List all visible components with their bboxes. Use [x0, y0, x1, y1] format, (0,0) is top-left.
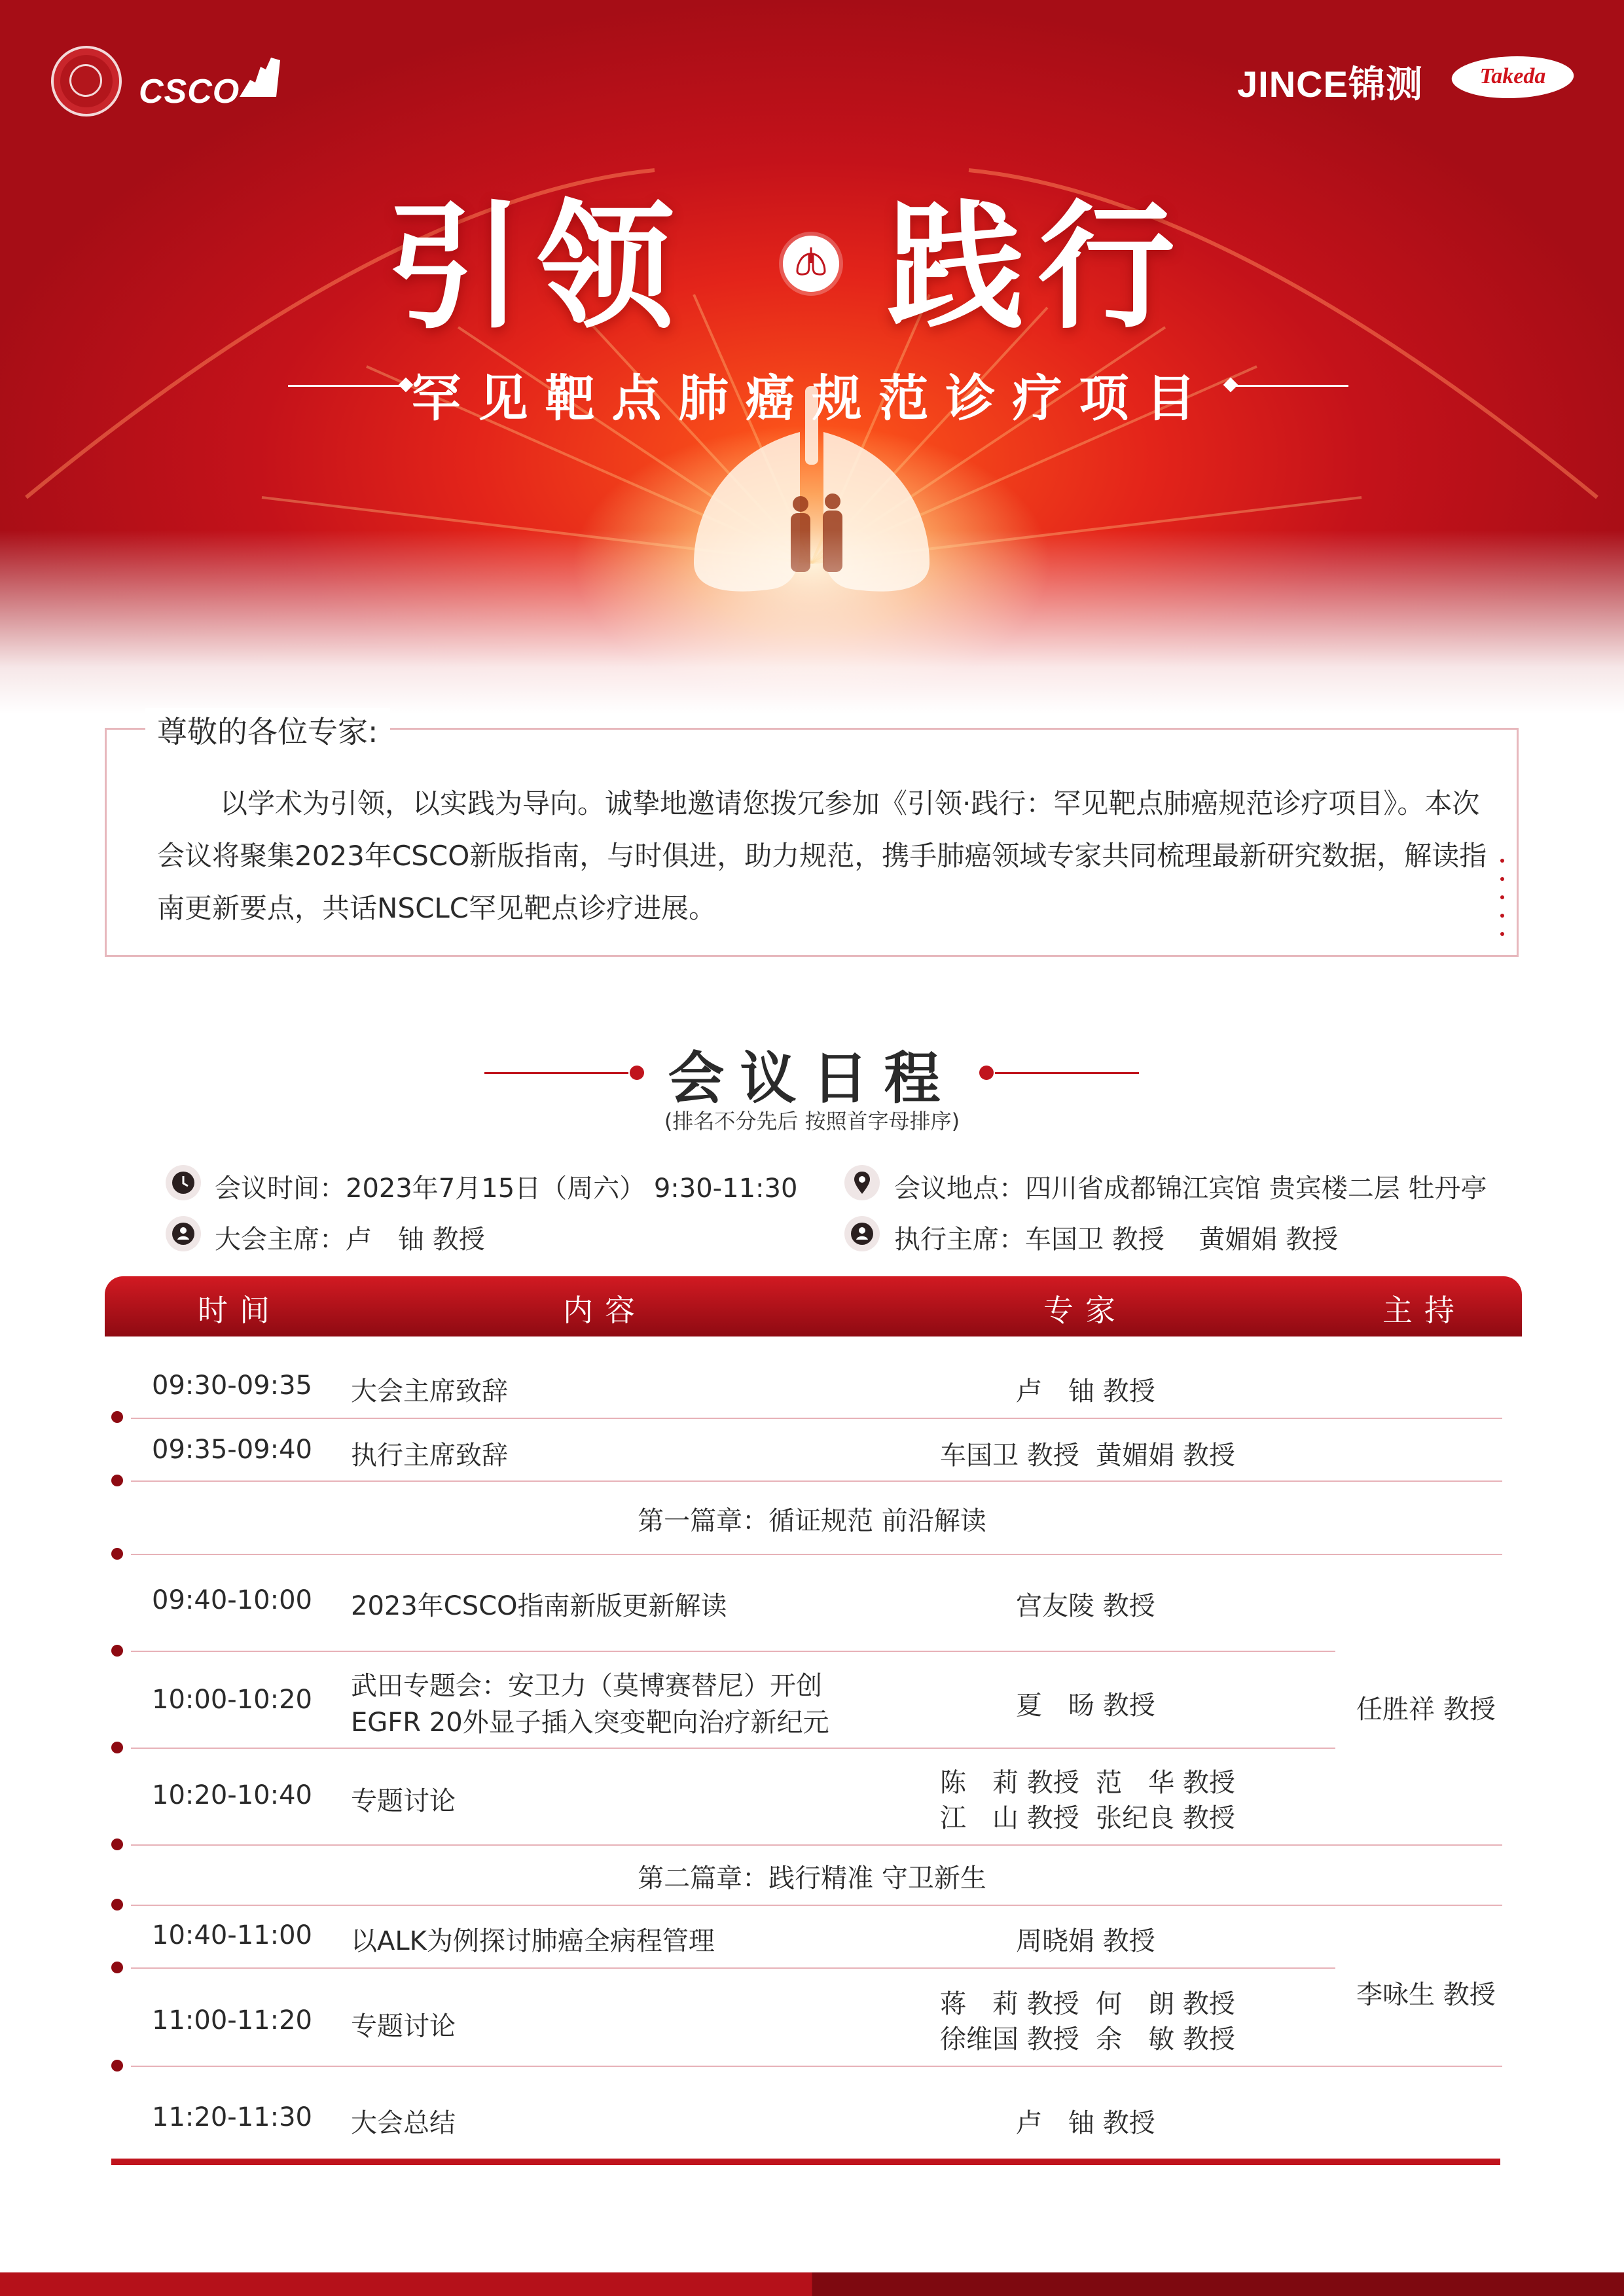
row-content: 2023年CSCO指南新版更新解读	[351, 1591, 727, 1621]
society-seal-logo	[51, 46, 122, 117]
schedule-note: (排名不分先后 按照首字母排序)	[664, 1109, 960, 1134]
row-expert: 周晓娟 教授	[1016, 1926, 1155, 1956]
row-divider	[131, 2066, 1502, 2067]
row-content: 执行主席致辞	[351, 1441, 508, 1471]
general-chair: 大会主席：卢 铀 教授	[215, 1225, 485, 1255]
row-expert: 卢 铀 教授	[1016, 1376, 1155, 1407]
hero-subtitle: 罕见靶点肺癌规范诊疗项目	[411, 369, 1213, 427]
row-divider	[131, 1418, 1502, 1419]
column-header-time: 时间	[198, 1293, 281, 1328]
row-bullet	[111, 2060, 123, 2072]
row-time: 10:40-11:00	[152, 1920, 312, 1950]
row-expert: 卢 铀 教授	[1016, 2108, 1155, 2138]
row-expert: 夏 旸 教授	[1016, 1691, 1155, 1721]
row-content: 大会总结	[351, 2108, 456, 2138]
person-icon	[844, 1216, 880, 1251]
lung-icon	[783, 236, 839, 292]
row-content: 武田专题会：安卫力（莫博赛替尼）开创	[351, 1671, 822, 1701]
table-bottom-rule	[111, 2159, 1500, 2165]
meeting-time: 会议时间：2023年7月15日（周六） 9:30-11:30	[215, 1174, 798, 1204]
subtitle-divider-right	[1231, 385, 1348, 387]
row-bullet	[111, 1411, 123, 1423]
row-bullet	[111, 1645, 123, 1657]
row-time: 10:00-10:20	[152, 1685, 312, 1715]
row-bullet	[111, 1899, 123, 1910]
row-bullet	[111, 1475, 123, 1486]
session-host: 李咏生 教授	[1356, 1980, 1496, 2010]
hero-banner	[0, 0, 1624, 713]
takeda-logo: Takeda	[1452, 56, 1574, 98]
footer-band	[0, 2272, 1624, 2296]
executive-chair: 执行主席：车国卫 教授 黄媚娟 教授	[894, 1225, 1339, 1255]
row-time: 11:00-11:20	[152, 2005, 312, 2036]
column-header-content: 内容	[563, 1293, 647, 1328]
location-pin-icon	[844, 1165, 880, 1200]
row-content: 大会主席致辞	[351, 1376, 508, 1407]
row-divider	[131, 1480, 1502, 1482]
row-bullet	[111, 1548, 123, 1560]
row-time: 09:40-10:00	[152, 1585, 312, 1615]
schedule-title: 会议日程	[668, 1046, 956, 1111]
row-divider	[131, 1967, 1335, 1969]
row-divider	[131, 1844, 1502, 1846]
row-bullet	[111, 1742, 123, 1753]
schedule-title-line-right	[995, 1072, 1139, 1074]
row-time: 11:20-11:30	[152, 2102, 312, 2132]
meeting-venue: 会议地点：四川省成都锦江宾馆 贵宾楼二层 牡丹亭	[894, 1174, 1487, 1204]
invitation-body: 以学术为引领，以实践为导向。诚挚地邀请您拨冗参加《引领·践行：罕见靶点肺癌规范诊疗项目》。本次会议将聚集2023年CSCO新版指南，与时俱进，助力规范，携手肺癌领域专家共同梳理最新研究数据，解读指南更新要点，共话NSCLC罕见靶点诊疗进展。	[157, 787, 1487, 924]
row-divider	[131, 1905, 1502, 1906]
column-header-host: 主持	[1382, 1293, 1466, 1328]
row-divider	[131, 1748, 1335, 1749]
chapter-heading: 第二篇章：践行精准 守卫新生	[638, 1863, 986, 1893]
person-icon	[166, 1216, 201, 1251]
row-bullet	[111, 1962, 123, 1973]
clock-icon	[166, 1165, 201, 1200]
row-expert: 蒋 莉 教授 何 朗 教授	[940, 1989, 1235, 2019]
dotted-decoration	[1500, 859, 1504, 950]
schedule-table-header	[105, 1276, 1522, 1336]
jince-logo: JINCE锦测	[1237, 63, 1423, 105]
row-time: 09:30-09:35	[152, 1371, 312, 1401]
row-content: 专题讨论	[351, 2011, 456, 2041]
hero-title-left: 引领	[386, 186, 688, 348]
invitation-heading: 尊敬的各位专家:	[145, 708, 390, 751]
row-expert-line2: 徐维国 教授 余 敏 教授	[940, 2024, 1235, 2054]
hero-title-right: 践行	[887, 186, 1189, 348]
doctors-silhouette	[791, 493, 842, 572]
row-time: 10:20-10:40	[152, 1780, 312, 1810]
great-wall-icon	[237, 54, 283, 101]
csco-logo: CSCO	[139, 73, 240, 111]
session-host: 任胜祥 教授	[1356, 1695, 1496, 1725]
chapter-heading: 第一篇章：循证规范 前沿解读	[638, 1506, 986, 1536]
schedule-title-dot-right	[979, 1066, 994, 1080]
row-divider	[131, 1651, 1335, 1652]
row-content-line2: EGFR 20外显子插入突变靶向治疗新纪元	[351, 1708, 829, 1738]
row-expert: 车国卫 教授 黄媚娟 教授	[940, 1441, 1235, 1471]
row-divider	[131, 1554, 1502, 1555]
column-header-expert: 专家	[1043, 1293, 1127, 1328]
row-expert-line2: 江 山 教授 张纪良 教授	[940, 1803, 1235, 1833]
row-expert: 宫友陵 教授	[1016, 1591, 1155, 1621]
row-bullet	[111, 1839, 123, 1850]
row-content: 以ALK为例探讨肺癌全病程管理	[351, 1926, 715, 1956]
row-expert: 陈 莉 教授 范 华 教授	[940, 1768, 1235, 1798]
row-time: 09:35-09:40	[152, 1435, 312, 1465]
row-content: 专题讨论	[351, 1786, 456, 1816]
